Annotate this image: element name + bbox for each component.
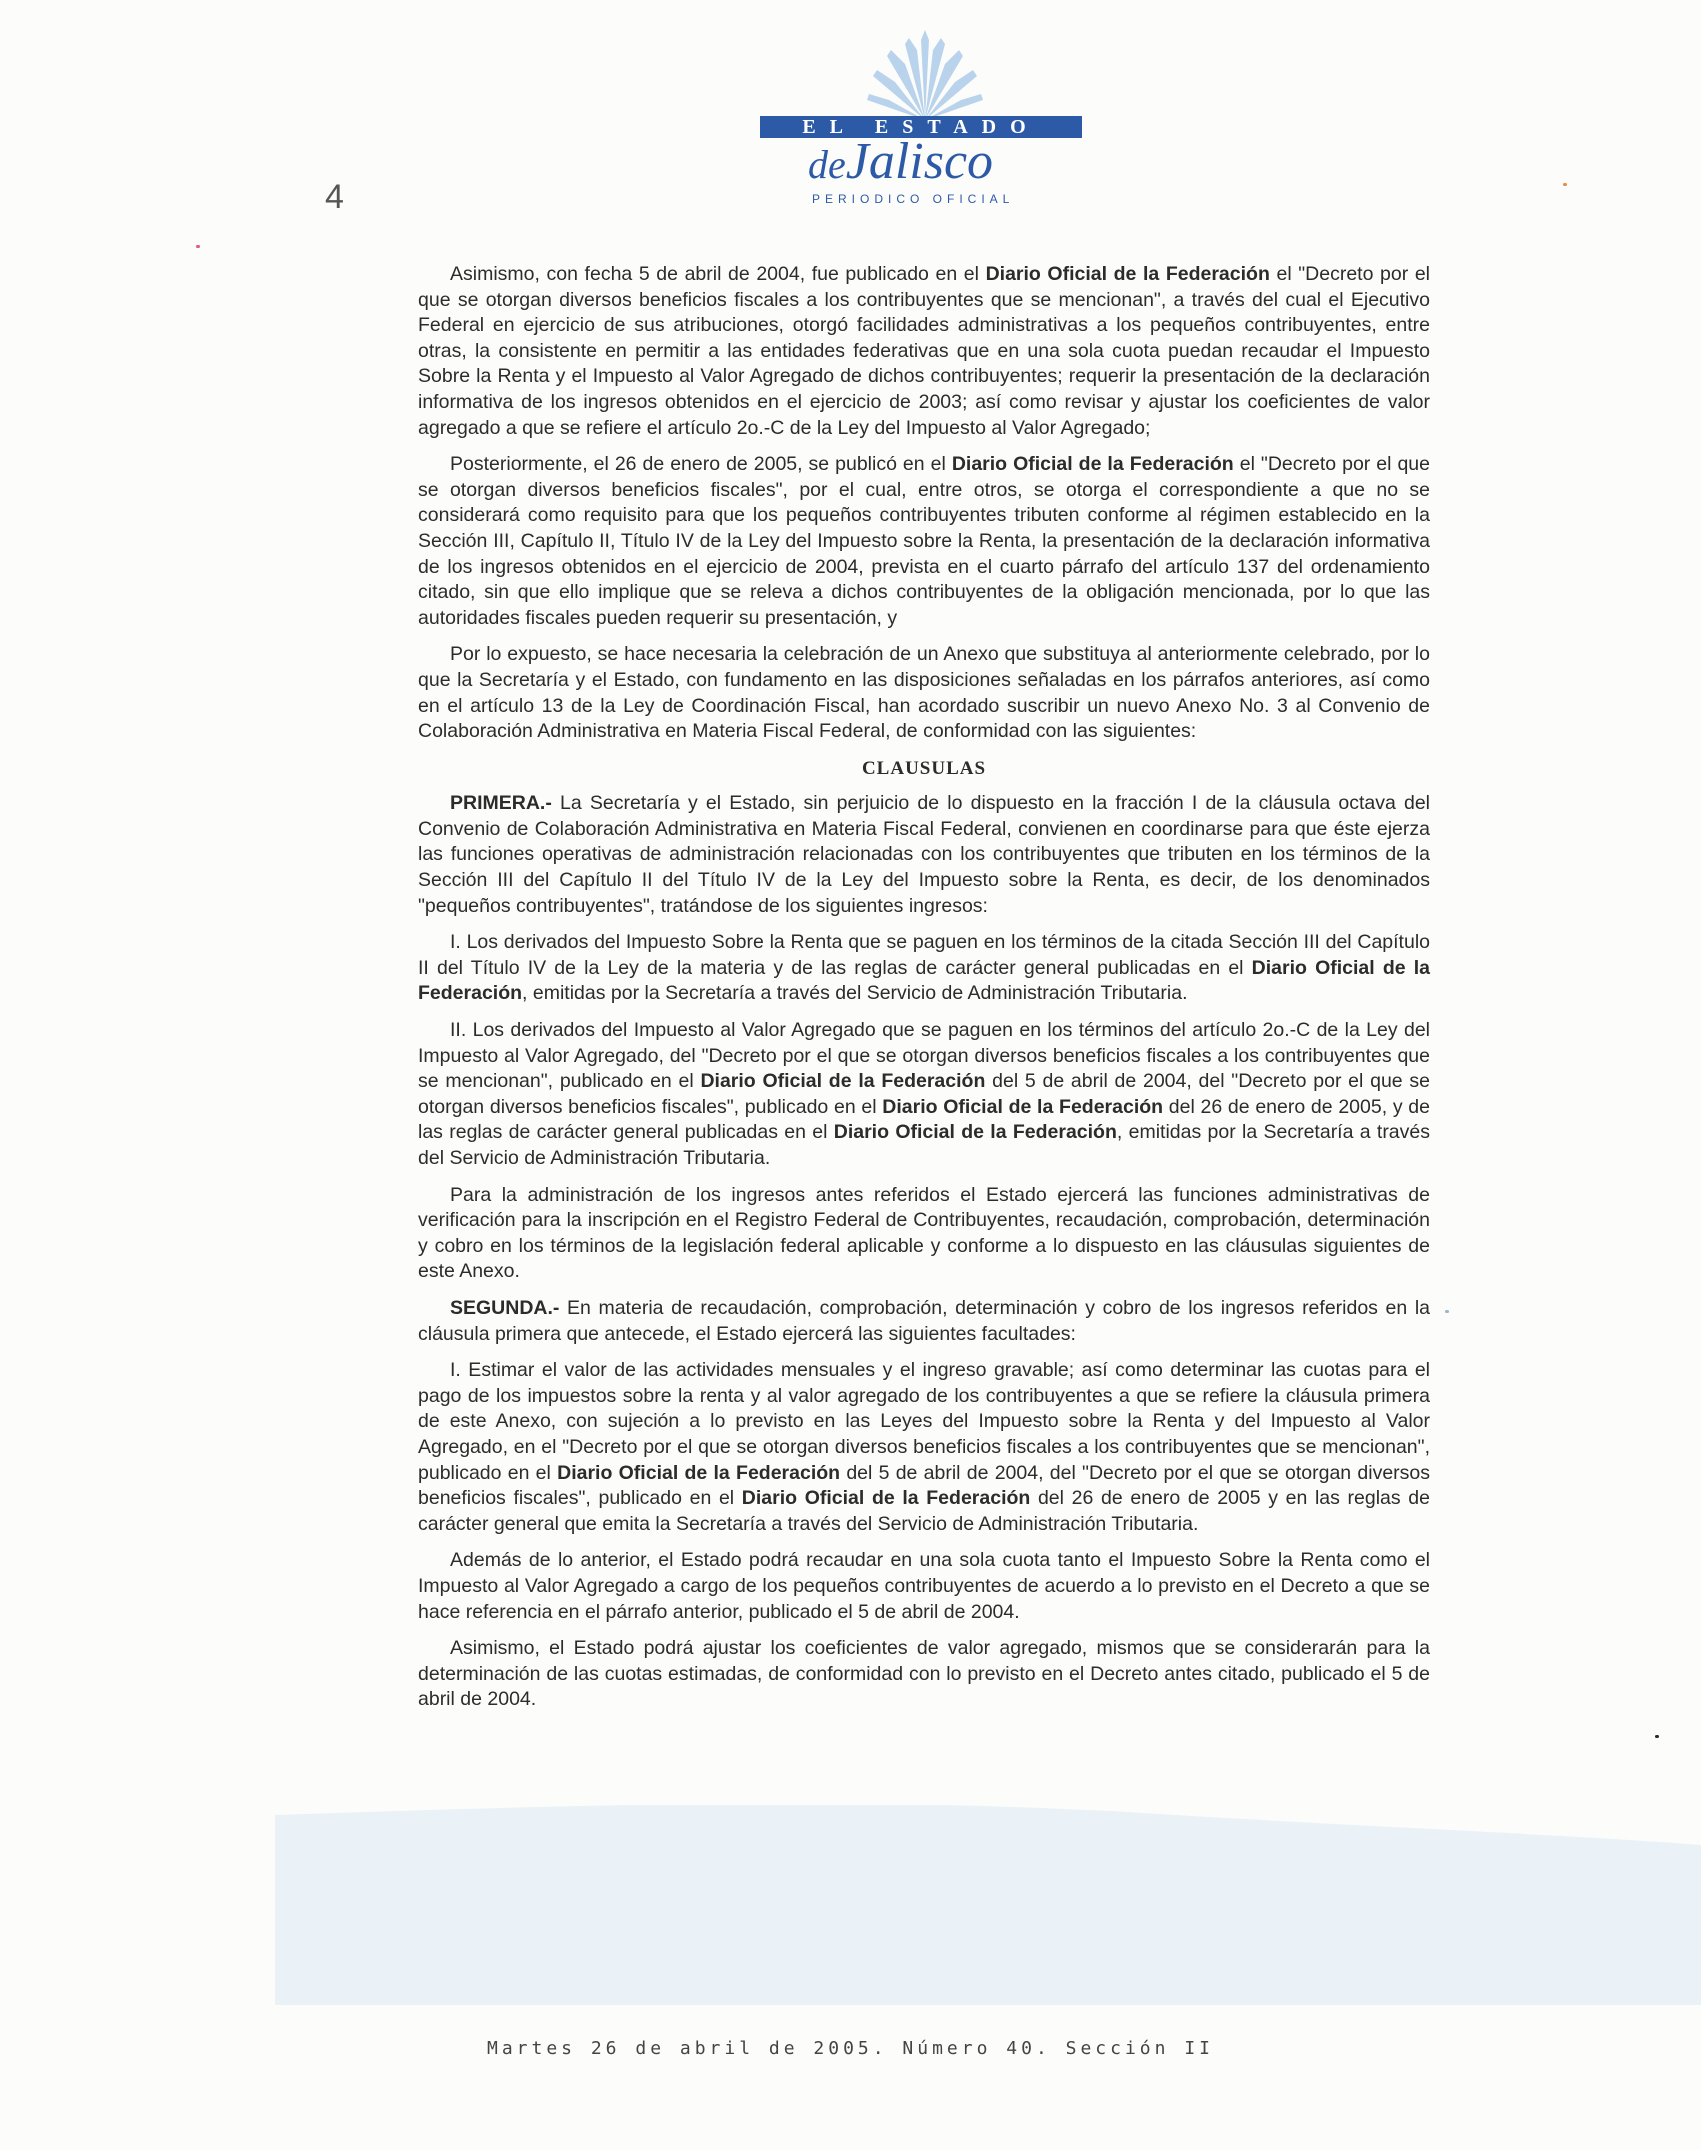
clausula-primera — [418, 791, 1430, 919]
footer-dateline: Martes 26 de abril de 2005. Número 40. Sección II — [486, 2038, 1214, 2059]
text-run: I. Estimar el valor de las actividades mensuales y el ingreso gravable; así como determinar las cuotas para el pago de los impuestos sobre la renta y al valor agregado de los contribuyentes a que se refiere la cláusula primera de este Anexo, con sujeción a lo previsto en las Leyes del Impuesto sobre la Renta y del Impuesto al Valor Agregado, en el "Decreto por el que se otorgan diversos beneficios fiscales a los contribuyentes que se mencionan", publicado en el — [418, 1359, 1430, 1484]
paragraph-2 — [418, 452, 1430, 631]
clause-label: SEGUNDA.- — [450, 1296, 560, 1319]
text-run: I. Los derivados del Impuesto Sobre la Renta que se paguen en los términos de la citada Sección III del Capítulo II del Título IV de la Ley de la materia y de las reglas de carácter general publicadas en el — [418, 931, 1430, 979]
print-speck — [1655, 1735, 1659, 1738]
decorative-wave — [275, 1805, 1701, 2005]
primera-fraccion-ii — [418, 1018, 1430, 1172]
bold-run: Diario Oficial de la Federación — [418, 956, 1431, 1005]
bold-run: Diario Oficial de la Federación — [985, 263, 1270, 285]
print-speck — [1563, 183, 1567, 186]
print-speck — [1445, 1310, 1449, 1313]
bold-run: Diario Oficial de la Federación — [833, 1121, 1117, 1144]
text-run: el "Decreto por el que se otorgan diversos beneficios fiscales", por el cual, entre otros, se otorga el correspondiente a que no se considerará como requisito para que los pequeños contribuyentes tributen conforme al régimen establecido en la Sección III, Capítulo II, Título IV de la Ley del Impuesto sobre la Renta, la presentación de la declaración informativa de los ingresos obtenidos en el ejercicio de 2004, prevista en el cuarto párrafo del artículo 137 del ordenamiento citado, sin que ello implique que se releva a dichos contribuyentes de la obligación mencionada, por lo que las autoridades fiscales pueden requerir su presentación, y — [418, 453, 1430, 629]
segunda-fraccion-i — [418, 1358, 1430, 1537]
masthead-subtitle: PERIODICO OFICIAL — [812, 192, 1015, 206]
text-run: el "Decreto por el que se otorgan diversos beneficios fiscales a los contribuyentes que se mencionan", a través del cual el Ejecutivo Federal en ejercicio de sus atribuciones, otorgó facilidades administrativas a los pequeños contribuyentes, entre otras, la consistente en permitir a las entidades federativas que en una sola cuota puedan recaudar el Impuesto Sobre la Renta y el Impuesto al Valor Agregado de dichos contribuyentes; requerir la presentación de la declaración informativa de los ingresos obtenidos en el ejercicio de 2003; así como revisar y ajustar los coeficientes de valor agregado a que se refiere el artículo 2o.-C de la Ley del Impuesto al Valor Agregado; — [418, 263, 1431, 439]
document-body — [418, 262, 1430, 1724]
text-run: del 26 de enero de 2005, y de las reglas de carácter general publicadas en el — [418, 1095, 1430, 1144]
bold-run: Diario Oficial de la Federación — [882, 1095, 1164, 1118]
masthead-banner: EL ESTADO — [760, 116, 1082, 138]
paragraph-asimismo: Asimismo, el Estado podrá ajustar los coeficientes de valor agregado, mismos que se considerarán para la determinación de las cuotas estimadas, de conformidad con lo previsto en el Decreto antes citado, publicado el 5 de abril de 2004. — [418, 1637, 1430, 1711]
print-speck — [196, 245, 200, 248]
text-run: del 5 de abril de 2004, del "Decreto por el que se otorgan diversos beneficios fiscales", publicado en el — [418, 1461, 1431, 1510]
clausulas-heading: CLAUSULAS — [861, 757, 987, 779]
paragraph-3: Por lo expuesto, se hace necesaria la celebración de un Anexo que substituya al anteriormente celebrado, por lo que la Secretaría y el Estado, con fundamento en las disposiciones señaladas en los párrafos anteriores, así como en el artículo 13 de la Ley de Coordinación Fiscal, han acordado suscribir un nuevo Anexo No. 3 al Convenio de Colaboración Administrativa en Materia Fiscal Federal, de conformidad con las siguientes: — [418, 643, 1430, 743]
text-run: II. Los derivados del Impuesto al Valor Agregado que se paguen en los términos del artículo 2o.-C de la Ley del Impuesto al Valor Agregado, del "Decreto por el que se otorgan diversos beneficios fiscales a los contribuyentes que se mencionan", publicado en el — [418, 1019, 1430, 1093]
clause-label: PRIMERA.- — [450, 792, 552, 815]
text-run: , emitidas por la Secretaría a través del Servicio de Administración Tributaria. — [418, 1121, 1430, 1169]
text-run: , emitidas por la Secretaría a través del Servicio de Administración Tributaria. — [522, 982, 1188, 1005]
bold-run: Diario Oficial de la Federación — [700, 1070, 986, 1093]
paragraph-1 — [418, 262, 1430, 441]
text-run: del 26 de enero de 2005 y en las reglas de carácter general que emita la Secretaría a través del Servicio de Administración Tributaria. — [418, 1487, 1430, 1535]
masthead-name: Jalisco — [845, 133, 994, 190]
text-run: En materia de recaudación, comprobación, determinación y cobro de los ingresos referidos en la cláusula primera que antecede, el Estado ejercerá las siguientes facultades: — [418, 1296, 1430, 1345]
text-run: Posteriormente, el 26 de enero de 2005, se publicó en el — [450, 453, 952, 476]
bold-run: Diario Oficial de la Federación — [951, 453, 1234, 476]
paragraph-ademas: Además de lo anterior, el Estado podrá recaudar en una sola cuota tanto el Impuesto Sobre la Renta como el Impuesto al Valor Agregado a cargo de los pequeños contribuyentes de acuerdo a lo previsto en el Decreto a que se hace referencia en el párrafo anterior, publicado el 5 de abril de 2004. — [418, 1549, 1430, 1623]
masthead-de: de — [808, 142, 846, 187]
page-number: 4 — [325, 178, 344, 216]
masthead — [760, 30, 1090, 206]
paragraph-administracion: Para la administración de los ingresos antes referidos el Estado ejercerá las funciones administrativas de verificación para la inscripción en el Registro Federal de Contribuyentes, recaudación, comprobación, determinación y cobro en los términos de la legislación federal aplicable y conforme a lo dispuesto en las cláusulas siguientes de este Anexo. — [418, 1183, 1430, 1283]
clausula-segunda — [418, 1296, 1430, 1347]
bold-run: Diario Oficial de la Federación — [557, 1461, 841, 1484]
text-run: Asimismo, con fecha 5 de abril de 2004, fue publicado en el — [450, 263, 986, 285]
bold-run: Diario Oficial de la Federación — [741, 1487, 1031, 1510]
agave-star-icon — [865, 30, 985, 120]
text-run: del 5 de abril de 2004, del "Decreto por el que se otorgan diversos beneficios fiscales", publicado en el — [418, 1070, 1430, 1118]
primera-fraccion-i — [418, 930, 1430, 1007]
masthead-title — [808, 134, 1068, 193]
text-run: La Secretaría y el Estado, sin perjuicio de lo dispuesto en la fracción I de la cláusula octava del Convenio de Colaboración Administrativa en Materia Fiscal Federal, convienen en coordinarse para que éste ejerza las funciones operativas de administración relacionadas con los contribuyentes que tributen en los términos de la Sección III del Capítulo II del Título IV de la Ley del Impuesto sobre la Renta, es decir, de los denominados "pequeños contribuyentes", tratándose de los siguientes ingresos: — [418, 792, 1430, 917]
